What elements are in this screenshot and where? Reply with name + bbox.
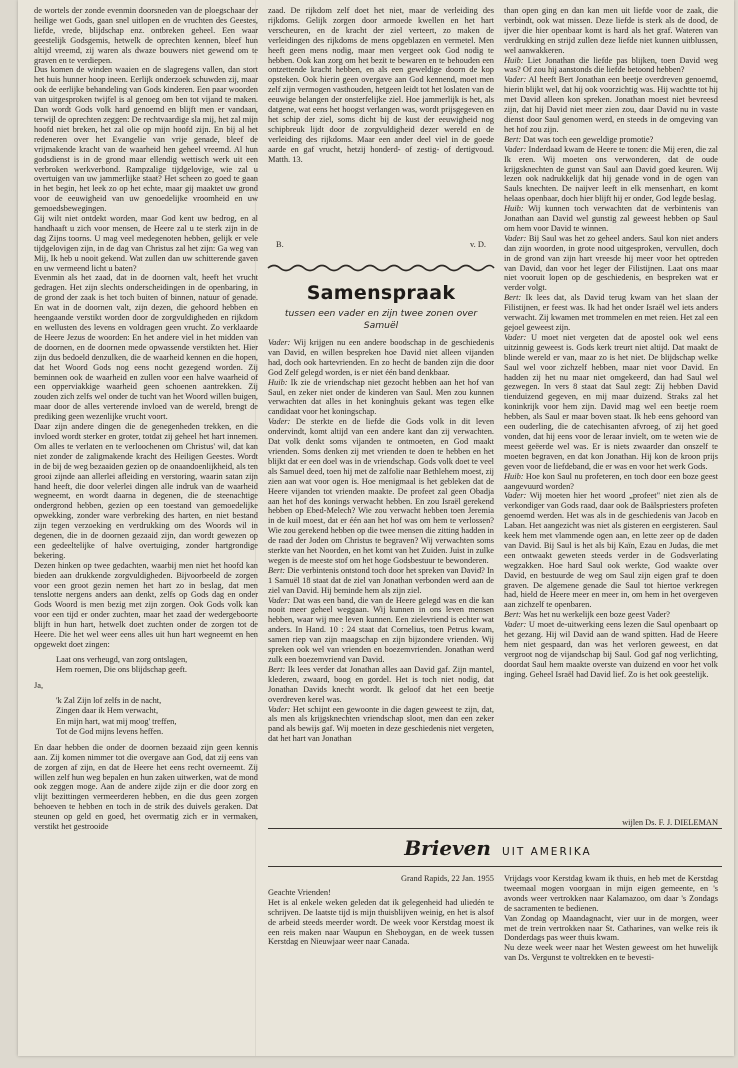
- dialogue-text: Wij kunnen toch verwachten dat de verbintenis van Jonathan aan David wel gunstig zal geweest hebben op Saul om hem voor David te winnen.: [504, 204, 718, 233]
- paragraph: zaad. De rijkdom zelf doet het niet, maar de verleiding des rijkdoms. Gelijk zorgen door armoede kwellen en het hart verscheuren, en de kracht der ziel verteert, zo maken de verleidingen des rijkdoms de mens opgeblazen en vermetel. Men heeft geen mens nodig, maar men vergeet ook God nodig te hebben. Ook kan zorg om het bezit te bewaren en te behouden een ontzettende kracht hebben, en als een geweldige doorn de kop opsteken. Ook hierin geen overgave aan God kennend, moet men zelf zijn vermogen vasthouden, hetgeen leidt tot het loslaten van de eeuwige belangen der onsterfelijke ziel. Hoe jammerlijk is het, als datgene, wat eens het hoogst verlangen was, wordt prijsgegeven en het schip der ziel, soms dicht bij de kust der eeuwigheid nog schipbreuk lijdt door de zorgvuldigheid dezer wereld en de verleiding des rijkdoms. Maar een ander deel viel in de goede aarde en gaf vrucht, hetzij honderd- of zestig- of dertigvoud. Matth. 13.: [268, 6, 494, 164]
- dialogue-text: Dat was een band, die van de Heere gelegd was en die kan nooit meer geheel weggaan. Wij kunnen in ons leven mensen hebben, waar wij mee leven kunnen. Een zielevriend is echter wat anders. In Hand. 10 : 24 staat dat Cornelius, toen Petrus kwam, samen riep van zijn maagschap en zijn bijzondere vrienden. Wij spreken ook wel van vrienden en boezemvrienden. Jonathan werd zulk een boezemvriend van David.: [268, 595, 494, 664]
- dialogue-text: Inderdaad kwam de Heere te tonen: die Mij eren, die zal Ik eren. Wij moeten ons verwonderen, dat de oude krijgsknechten de gunst van Saul aan David goed keuren. Wij lezen ook nadrukkelijk dat hij genade vond in de ogen van Sauls knechten. De naijver leeft in elk mensenhart, en komt helaas openbaar, doch hier blijft hij er onder, God legde beslag.: [504, 144, 718, 204]
- dialogue-text: U moet de-uitwerking eens lezen die Saul openbaart op het gezang. Hij wil David aan de wand spitten. Had de Heere hem niet gespaard, dan was het verloren geweest, en dat vergroot nog de vijandschap bij Saul. God gaf nog verlichting, doordat Saul hem maakte overste van duizend en voor het volk inging. Geheel Israël had David lief. Zo is het ook geestelijk.: [504, 620, 718, 679]
- samenspraak-title: Samenspraak: [306, 282, 456, 304]
- dialogue-turn: [268, 705, 494, 745]
- paragraph: Nu deze week weer naar het Westen geweest om het huwelijk van Ds. Vergunst te voltrekken en te bevesti-: [504, 943, 718, 963]
- brieven-title: Brieven: [404, 836, 491, 860]
- dialogue-text: Was het nu werkelijk een boze geest Vader?: [523, 610, 671, 620]
- poem-line: Hem roemen, Die ons blijdschap geeft.: [56, 665, 187, 675]
- speaker-label: Vader:: [504, 332, 527, 342]
- speaker-label: Vader:: [504, 75, 527, 85]
- dialogue-turn: [504, 56, 718, 76]
- speaker-label: Huib:: [504, 471, 524, 481]
- dialogue-text: than open ging en dan kan men uit liefde voor de zaak, die verbindt, ook wat missen. Deze liefde is sterk als de dood, de ijver die hier openbaar komt is hard als het graf. Wateren van verdrukking en strijd zullen deze liefde niet kunnen uitblussen, wel aanwakkeren.: [504, 6, 718, 55]
- dialogue-text: Ik lees verder dat Jonathan alles aan David gaf. Zijn mantel, klederen, zwaard, boog en gordel. Het is toch niet nodig, dat Jonathan Davids knecht wordt. Ik geloof dat het een beetje overdreven kerel was.: [268, 664, 494, 704]
- speaker-label: Vader:: [504, 620, 527, 630]
- speaker-label: Vader:: [268, 338, 291, 347]
- poem-line: Tot de God mijns levens heffen.: [56, 727, 164, 737]
- dialogue-text: Al heeft Bert Jonathan een beetje overdreven genoemd, hierin blijkt wel, dat hij ook voorzichtig was. Hij wachtte tot hij met David alleen kon spreken. Jonathan moest niet bevreesd zijn, dat hij David niet meer zien zou, daar David nu in vaste dienst door Saul genomen werd, en steeds in de omgeving van het hof zou zijn.: [504, 75, 718, 134]
- section-divider: [268, 866, 722, 867]
- dialogue-turn: [504, 333, 718, 472]
- speaker-label: Bert:: [504, 293, 522, 303]
- speaker-label: Vader:: [504, 144, 527, 154]
- dialogue-turn: [504, 293, 718, 333]
- paragraph: Gij wilt niet ontdekt worden, maar God kent uw bedrog, en al handhaaft u zich voor mensen, de Heere zal u te sterk zijn in de dag Zijns toorns. U mag veel medegenoten hebben, gelijk er vele tijdgelovigen zijn, in de dag van Christus zal het zijn: Ga weg van Mij, Ik heb u nooit gekend. Wat zullen dan uw schitterende gaven en uw vermeend licht u baten?: [34, 214, 258, 273]
- dialogue-turn: [504, 75, 718, 134]
- dialogue-turn: [268, 338, 494, 378]
- dialogue-turn: [504, 6, 718, 56]
- dialogue-text: Dat was toch een geweldige promotie?: [523, 134, 654, 144]
- dialogue-text: Wij moeten hier het woord „profeet" niet zien als de verkondiger van Gods raad, daar ook de Baälspriesters profeten genoemd werden. Het was als in de geschiedenis van Jacob en Laban. Het aangezicht was niet als gisteren en eergisteren. Saul keek hem met vlammende ogen aan, en lette zeer op de daden van David. Bij Saul is het als bij Kaïn, Ezau en Judas, die met een ontwaakt geweten steeds verder in de Godsverlating wegzakken. Hoe hard Saul ook werkte, God waakte over David, en bestuurde de weg om Saul zijn eigen graf te doen graven. De algemene genade die Saul tot hiertoe verkregen had, hield de Heere meer en meer in, om hem in het overgeven aan zichzelf te openbaren.: [504, 491, 718, 610]
- speaker-label: Huib:: [504, 55, 524, 65]
- poem-line: Zingen daar ik Hem verwacht,: [56, 706, 159, 716]
- dialogue-text: Ik lees dat, als David terug kwam van het slaan der Filistijnen, er feest was. Ik had het onder Israël wel iets anders verwacht. Zij kwamen met trommelen en met reien. Het zal een gejoel geweest zijn.: [504, 293, 718, 332]
- section-divider: [268, 828, 722, 829]
- paragraph: Van Zondag op Maandagnacht, vier uur in de morgen, weer met de trein vertrokken naar St. Catharines, van welke reis ik Donderdags pas weer thuis kwam.: [504, 913, 718, 943]
- article-column-1: [34, 6, 258, 1050]
- speaker-label: Bert:: [268, 565, 286, 575]
- poem-quote-1: [34, 655, 258, 676]
- dialogue-text: Die verbintenis ontstond toch door het spreken van David? In 1 Samuël 18 staat dat de ziel van Jonathan verbonden werd aan de ziel van David. Hij beminde hem als zijn ziel.: [268, 565, 494, 595]
- dialogue-text: Bij Saul was het zo geheel anders. Saul kon niet anders dan zijn woorden, in grote nood uitgesproken, vervullen, doch in de grond van zijn hart vreesde hij meer voor het optreden van David, dan voor het leger der Filistijnen. Laat ons maar niet vooruit lopen op de geschiedenis, en bespreken wat er verder volgt.: [504, 233, 718, 293]
- dialogue-turn: [268, 596, 494, 665]
- dialogue-turn: [268, 417, 494, 566]
- speaker-label: Vader:: [504, 233, 527, 243]
- letter-greeting: Geachte Vrienden!: [268, 887, 331, 897]
- dialogue-column-2: [268, 338, 494, 808]
- speaker-label: Bert:: [504, 610, 522, 620]
- dialogue-turn: [504, 145, 718, 204]
- letter-column-2: [504, 874, 718, 1054]
- speaker-label: Vader:: [268, 595, 291, 605]
- poem-line: En mijn hart, wat mij moog' treffen,: [56, 716, 177, 726]
- signature-left: B.: [276, 240, 284, 249]
- poem-quote-2: [34, 696, 258, 738]
- samenspraak-subtitle: tussen een vader en zijn twee zonen over Samuël: [284, 308, 478, 331]
- poem-line: 'k Zal Zijn lof zelfs in de nacht,: [56, 695, 162, 705]
- paragraph: En daar hebben die onder de doornen bezaaid zijn geen kennis aan. Zij komen nimmer tot die overgave aan God, dat zij eens van de zorgen af zijn, en dat de Heere het eens recht overneemt. Zij willen zelf hun weg bepalen en hun zaken uitwerken, wat de mond ook zeggen moge. Aan de andere zijde zijn er die door zorg en vlijt bezittingen vermeerderen hebben, en die dus geen zorgen behoeven te hebben en toch in de strik des duivels geraken. Dat steunen op geld en goed, het overmatig zich er in vermaken, verstikt het gestrooide: [34, 742, 258, 832]
- dialogue-turn: [504, 472, 718, 492]
- signature-right: v. D.: [470, 240, 486, 249]
- letter-dateline: Grand Rapids, 22 Jan. 1955: [400, 874, 494, 883]
- ja-line: Ja,: [34, 680, 44, 690]
- paragraph: Het is al enkele weken geleden dat ik gelegenheid had uliedén te schrijven. De laatste tijd is mijn thuisblijven weinig, en het is alsof de arbeid steeds meerder wordt. De week voor Kerstdag moest ik een reis maken naar Waupun en Sheboygan, en de week tussen Kerstdag en Nieuwjaar weer naar Canada.: [268, 897, 494, 947]
- wavy-divider: [266, 263, 496, 273]
- dialogue-text: De sterkte en de liefde die Gods volk in dit leven ondervindt, komt altijd van een andere kant dan zij verwachten. Dat volk denkt soms vijanden te ontmoeten, en God maakt vrienden. Soms denken zij met vrienden te doen te hebben en het blijkt dat er een doel was in de vriendschap. Gods volk doet te veel als Samuel deed, toen hij met de zalfolie naar Bethlehem moest, zij zien aan wat voor ogen is. Hoe menigmaal is het gebleken dat de Heere vijanden tot vrienden maakte. De profeet zal geen Obadja aan het hof des konings verwacht hebben. En zou Israël gerekend hebben op Ebed-Melech? Wie zou verwacht hebben toen Jeremia in de kuil moest, dat er één aan het hof was om hem te verlossen? Wie zou gerekend hebben op die twee mensen die zitting hadden in de raad der Joden om Christus te begraven? Wij verwachten soms sterkte van het Noorden, en het komt van het Zuiden. Juist in zulke wegen is de meeste stof om het hoge Godsbestuur te bewonderen.: [268, 417, 494, 565]
- dialogue-turn: [504, 234, 718, 293]
- dialogue-text: Liet Jonathan die liefde pas blijken, toen David weg was? Of zou hij aanstonds die liefde betoond hebben?: [504, 55, 718, 75]
- dialogue-turn: [268, 665, 494, 705]
- dialogue-text: U moet niet vergeten dat de apostel ook wel eens uitzinnig geweest is. Gods kerk treurt niet altijd. Dat maakt de blinde wereld er van, maar zo is het niet. De blijdschap welke Saul wel voor zichzelf hebben, maar niet voor David. En hadden zij het nu maar niet omgekeerd, dan had Saul wel gezwegen. In vers 8 staat dat Saul zegt: Zij hebben David tienduizend gegeven, en mij maar duizend. Straks zal het koninkrijk voor hem zijn. David mag wel een beetje roem hebben, als Saul er maar boven staat. Ik heb eens gehoord van een ouderling, die de catechisanten afvroeg, of zij het goed vonden, dat hij eens voor de leraar invielt, om te weten wie de meest geëerde wel was. Er is niets zwaarder dan onszelf te moeten begraven, en dat kon Jonathan. Hij kon de kroon prijs geven voor de liefdeband, die er was en voor het werk Gods.: [504, 332, 718, 471]
- dialogue-turn: [268, 566, 494, 596]
- speaker-label: Vader:: [268, 704, 291, 714]
- article-continuation: [268, 6, 494, 246]
- speaker-label: Huib:: [268, 377, 288, 387]
- dialogue-text: Hoe kon Saul nu profeteren, en toch door een boze geest aangevuurd worden?: [504, 471, 718, 491]
- newspaper-page: [18, 0, 734, 1056]
- brieven-subtitle: UIT AMERIKA: [502, 846, 592, 858]
- dialogue-turn: [504, 610, 718, 620]
- speaker-label: Bert:: [504, 134, 522, 144]
- letter-column-1: [268, 874, 494, 1054]
- speaker-label: Huib:: [504, 204, 524, 214]
- speaker-label: Bert:: [268, 664, 286, 674]
- speaker-label: Vader:: [268, 417, 291, 427]
- brieven-header: [268, 836, 728, 860]
- dialogue-turn: [504, 204, 718, 234]
- paragraph: Vrijdags voor Kerstdag kwam ik thuis, en heb met de Kerstdag tweemaal mogen voorgaan in mijn eigen gemeente, en 's avonds weer vertrokken naar Kalamazoo, om daar 's Zondags de sacramenten te bedienen.: [504, 874, 718, 913]
- paragraph: Dus komen de winden waaien en de slagregens vallen, dan stort het huis hunner hoop ineen. Eerlijk onderzoek schuwden zij, maar ook de eerlijke behandeling van Gods kinderen. Een paar woorden van uitgesproken twijfel is al genoeg om ben tot vijand te maken. Dan wordt Gods volk hard genoemd en blijft men er vandaan, terwijl de oprechten zeggen: De rechtvaardige sla mij, het zal mijn hoofd niet breken, het zal olie op mijn hoofd zijn. En bij al het redeneren over het Evangelie van vrije genade, bleef de vrijmakende kracht van de waarheid hen geheel vreemd. Al hun godsdienst is in de grond maar ellendig wettisch werk uit een verbroken werkverbond. Rampzalige tijdgelovige, wie zal u overtuigen van uw jammerlijke staat? Het scheen zo goed te gaan in het begin, het leek zo op het echte, maar gij maaktet uw grond voor de eeuwigheid van uw genoedelijke vroomheid en uw gemoedsbewegingen.: [34, 65, 258, 214]
- dialogue-column-3: [504, 6, 718, 816]
- paragraph: Daar zijn andere dingen die de genegenheden trekken, en die invloed wordt sterker en groter, totdat zij geheel het hart innemen. Om alles te verlaten en te verloochenen om Christus' wil, dat kan niet zonder de zaligmakende kracht des Heiligen Geestes. Wordt in de bij de weg bezaaiden gezien op de onaandoenlijkheid, als ten grooi zijnde aan allerlei afleiding en verstoring, waarin satan zijn hand heeft, die door velerlei dingen alle indruk van de waarheid wegneemt, en wordt daarna in degenen, die de steenachtige ondergrond hebben, gezien op een toestand van gemoedelijke opwekking, zonder ware verbreking des harten, en niet bestand zijn tegen verzoeking en verdrukking om des Woords wil in degenen, die in de doornen gezaaid zijn, dan wordt gewezen op een gedeeltelijke of halve overtuiging, zonder hartgrondige bekering.: [34, 422, 258, 560]
- paragraph: Evenmin als het zaad, dat in de doornen valt, heeft het vrucht gedragen. Het zijn slechts onderscheidingen in de openbaring, in de grond der zaak is het toch buiten of binnen, natuur of genade. En wat in de doornen valt, zijn dezen, die gehoord hebben en heengaande verstikt worden door de zorgvuldigheden en rijkdom en wellusten des levens en voldragen geen vrucht. Zo verklaarde de Heere Jezus de woorden: En het andere viel in het midden van de doornen, en de doornen mede opwassende verstikten het. Hier zijn dus bedoeld denzulken, die de waarheid kennen en die hopen, dat het Woord Gods nog eens nocht gezegend worden. Zij beminnen ook de waarheid en zullen voor een halve waarheid of een opperviakkige waarheid geen schoenen aantrekken. Zij zouden zich zelfs wel onder de tucht van het Woord willen buigen, maar door de alles verterende invloed van de wereld, brengt de prediking geen wezenlijke vrucht voort.: [34, 273, 258, 422]
- dialogue-text: Ik zie de vriendschap niet gezocht hebben aan het hof van Saul, en zeker niet onder de kinderen van Saul. Men zou kunnen verwachten dat alles in het koninghuis gekant was tegen elke candidaat voor het koningschap.: [268, 377, 494, 417]
- paragraph: de wortels der zonde evenmin doorsneden van de ploegschaar der heilige wet Gods, gaan snel uitlopen en de vruchten des Geestes, liefde, vrede, blijdschap enz. ontbreken geheel. Een waar geestelijk Godsgemis, hetwelk de oprechten kennen, bleef hun altijd vreemd, zij waren als dwaze bouwers niet gewend om te graven en te verdiepen.: [34, 6, 258, 65]
- poem-line: Laat ons verheugd, van zorg ontslagen,: [56, 654, 188, 664]
- dialogue-text: Het schijnt een gewoonte in die dagen geweest te zijn, dat, als men als krijgsknechten vriendschap sloot, men dan een zeker pand als bewijs gaf. Wij moeten in deze geschiedenis niet vergeten, dat het hart van Jonathan: [268, 704, 494, 744]
- dialogue-turn: [504, 491, 718, 610]
- paragraph: Dezen hinken op twee gedachten, waarbij men niet het hoofd kan bieden aan drukkende zorgvuldigheden. Bijvoorbeeld de zorgen voor een groot gezin nemen het hart zo in beslag, dat men tenslotte nergens anders aan denkt, zelfs op Gods dag en onder Gods Woord is men bezig met zijn zorgen. Ook Gods volk kan voor een tijd er onder zuchten, maar het zaad der wedergeboorte blijft in hun hart, hetwelk doet zuchten onder de zorgen tot de Heere. Die het wel weer eens alles uit hun hart wegneemt en hen opgewekt doet zingen:: [34, 560, 258, 649]
- dialogue-text: Wij krijgen nu een andere boodschap in de geschiedenis van David, en willen bespreken hoe David niet alleen vijanden had, doch ook hartevrienden. En zo hecht de banden zijn die door God Zelf gelegd worden, is er niet één band denkbaar.: [268, 338, 494, 377]
- speaker-label: Vader:: [504, 491, 527, 501]
- dialogue-turn: [504, 620, 718, 679]
- dialogue-turn: [268, 378, 494, 418]
- author-credit: wijlen Ds. F. J. DIELEMAN: [622, 818, 718, 827]
- dialogue-turn: [504, 135, 718, 145]
